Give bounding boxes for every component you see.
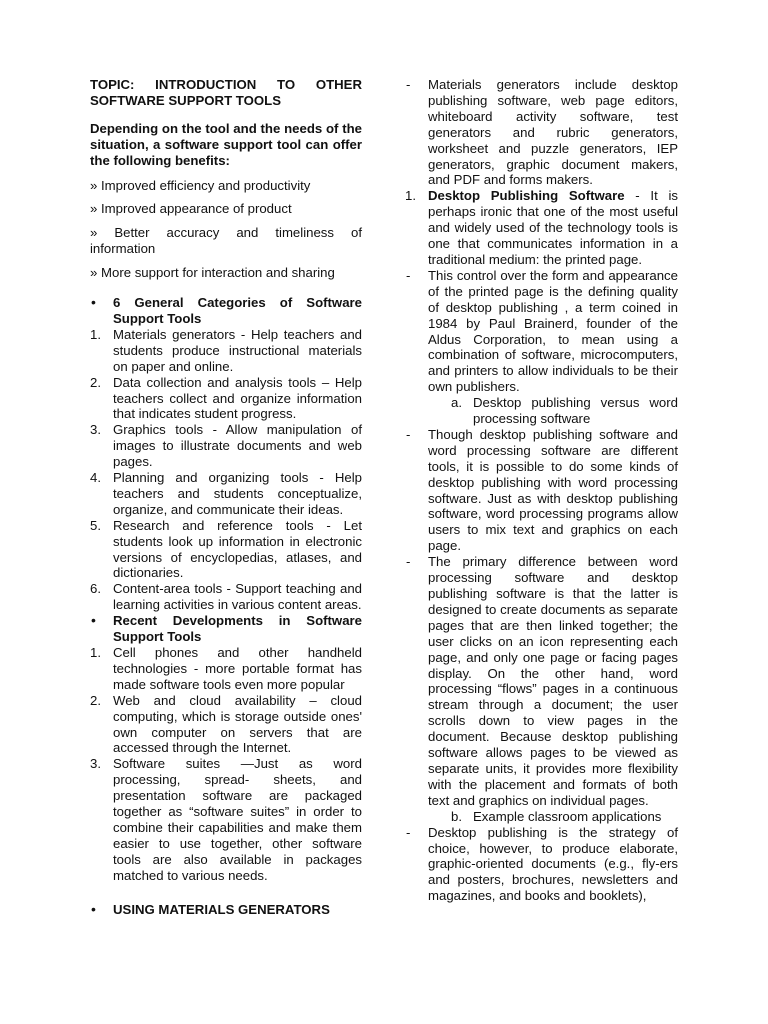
section-heading-developments	[90, 613, 362, 645]
right-column	[405, 77, 678, 904]
paragraph-different-tools	[405, 427, 678, 554]
list-item-text: Planning and organizing tools - Help teachers and students conceptualize, organize, and communicate their ideas.	[113, 470, 362, 517]
benefit-item: » Improved efficiency and productivity	[90, 177, 311, 193]
category-list-item	[90, 422, 362, 470]
list-item-text: Cell phones and other handheld technologies - more portable format has made software tools even more popular	[113, 645, 362, 692]
left-column	[90, 77, 362, 918]
paragraph-text: This control over the form and appearance of the printed page is the defining quality of desktop publishing , a term coined in 1984 by Paul Brainerd, founder of the Aldus Corporation, to mean using a combination of software, microcomputers, and printers to allow individuals to be their own publishers.	[428, 267, 678, 395]
topic-line-2: SOFTWARE SUPPORT TOOLS	[90, 92, 281, 108]
paragraph-text: The primary difference between word processing software and desktop publishing software is that the latter is designed to create documents as separate pages that are then linked together; the user clicks on an icon representing each page, and only one page or facing pages display. On the other hand, word processing “flows” pages in a continuous stream through a document; the user scrolls down to view pages in the document. Because desktop publishing software allows pages to be viewed as separate units, it provides more flexibility with the placement and formats of both text and graphics on individual pages.	[428, 554, 678, 808]
section-heading-materials-generators	[90, 902, 362, 918]
desktop-publishing-title: Desktop Publishing Software	[428, 188, 625, 204]
paragraph-strategy-of-choice	[405, 825, 678, 905]
category-list-item	[90, 327, 362, 375]
dash-marker: -	[406, 267, 411, 283]
subheading-classroom-applications	[405, 809, 678, 825]
category-list-item	[90, 518, 362, 582]
dash-marker: -	[406, 426, 411, 442]
paragraph-text: Desktop publishing is the strategy of choice, however, to produce elaborate, graphic-oriented documents (e.g., fly-ers and posters, brochures, newsletters and magazines, and books and booklets),	[428, 824, 678, 904]
sub-letter: a.	[451, 395, 462, 411]
category-list-item	[90, 375, 362, 423]
list-number: 6.	[90, 581, 101, 597]
desktop-publishing-item	[405, 188, 678, 268]
benefit-item: » Improved appearance of product	[90, 201, 292, 217]
category-list-item	[90, 470, 362, 518]
dash-marker: -	[406, 824, 411, 840]
list-number: 2.	[90, 692, 101, 708]
list-number: 2.	[90, 374, 101, 390]
list-number: 1.	[405, 188, 416, 204]
benefit-item: » More support for interaction and sharing	[90, 265, 335, 281]
list-item-text: Research and reference tools - Let students look up information in electronic versions of encyclopedias, atlases, and dictionaries.	[113, 517, 362, 581]
subheading-dtp-vs-wp	[405, 395, 678, 427]
development-list-item	[90, 756, 362, 883]
list-item-text: Graphics tools - Allow manipulation of images to illustrate documents and web pages.	[113, 422, 362, 470]
dash-marker: -	[406, 77, 411, 92]
list-number: 4.	[90, 470, 101, 486]
list-item-text: Software suites —Just as word processing, spread- sheets, and presentation software are packaged together as “software suites” in order to combine their capabilities and make them easier to use together, other software tools are also available in packages matched to various needs.	[113, 756, 362, 883]
desktop-publishing-text: - It is perhaps ironic that one of the most useful and widely used of the technology tools is one that communicates information in a traditional medium: the printed page.	[428, 188, 678, 267]
paragraph-materials-generators	[405, 77, 678, 188]
list-item-text: Materials generators - Help teachers and students produce instructional materials on paper and online.	[113, 326, 362, 374]
subheading-text: Desktop publishing versus word processing software	[473, 395, 678, 427]
list-number: 3.	[90, 422, 101, 438]
paragraph-text: Materials generators include desktop publishing software, web page editors, whiteboard activity software, test generators and rubric generators, worksheet and puzzle generators, IEP generators, graphic document makers, and PDF and forms makers.	[428, 77, 678, 188]
list-number: 3.	[90, 756, 101, 772]
topic-line-1: TOPIC: INTRODUCTION TO OTHER	[90, 77, 362, 92]
list-number: 1.	[90, 326, 101, 342]
paragraph-primary-difference	[405, 554, 678, 809]
category-list-item	[90, 581, 362, 613]
section-heading-text: USING MATERIALS GENERATORS	[113, 901, 330, 917]
bullet-icon: •	[91, 294, 96, 311]
benefits-intro: Depending on the tool and the needs of the situation, a software support tool can offer the following benefits:	[90, 120, 362, 168]
development-list-item	[90, 693, 362, 757]
section-heading-text: 6 General Categories of Software Support Tools	[113, 295, 362, 326]
list-number: 1.	[90, 645, 101, 660]
list-item-text: Web and cloud availability – cloud computing, which is storage outside ones' own computer on servers that are accessed through the Internet.	[113, 692, 362, 756]
section-heading-categories	[90, 295, 362, 327]
list-item-text: Data collection and analysis tools – Help teachers collect and organize information that indicates student progress.	[113, 374, 362, 422]
development-list-item	[90, 645, 362, 693]
paragraph-text: Though desktop publishing software and word processing software are different tools, it is possible to do some kinds of desktop publishing with word processing software. Just as with desktop publishing software, word processing programs allow users to mix text and graphics on each page.	[428, 426, 678, 554]
list-number: 5.	[90, 517, 101, 533]
paragraph-control-form	[405, 268, 678, 395]
benefit-item: » Better accuracy and timeliness of information	[90, 225, 362, 257]
sub-letter: b.	[451, 808, 462, 824]
bullet-icon: •	[91, 900, 96, 917]
section-heading-text: Recent Developments in Software Support Tools	[113, 613, 362, 645]
subheading-text: Example classroom applications	[473, 808, 662, 824]
bullet-icon: •	[91, 612, 96, 629]
list-item-text: Content-area tools - Support teaching and learning activities in various content areas.	[113, 581, 362, 613]
topic-heading	[90, 77, 362, 109]
dash-marker: -	[406, 554, 411, 570]
